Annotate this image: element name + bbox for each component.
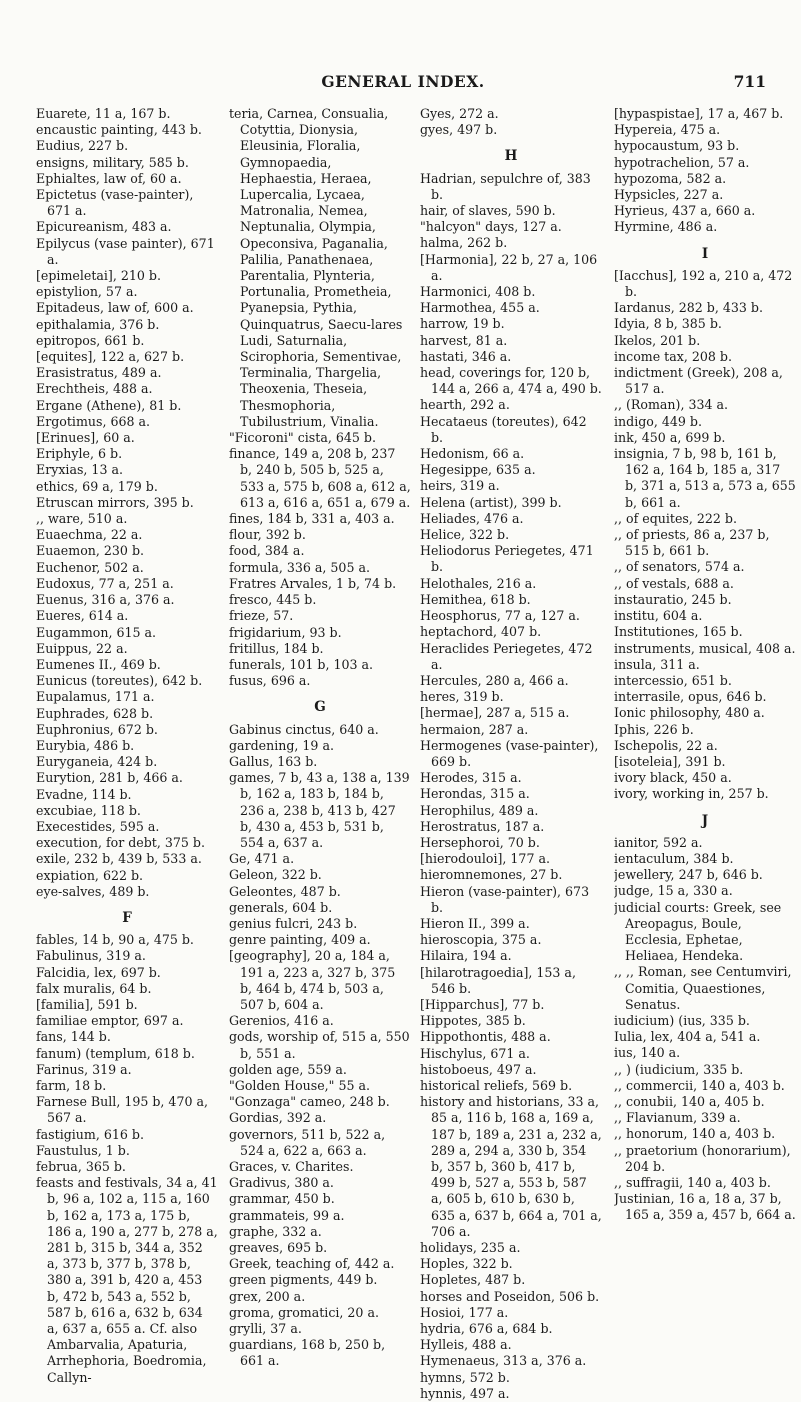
index-entry: governors, 511 b, 522 a, 524 a, 622 a, 663 a.: [229, 1126, 386, 1158]
index-entry: hynnis, 497 a.: [420, 1385, 510, 1401]
index-entry: februa, 365 b.: [36, 1159, 126, 1174]
index-entry: indictment (Greek), 208 a, 517 a.: [614, 365, 783, 397]
index-entry: Harmonici, 408 b.: [420, 284, 536, 300]
index-entry: histoboeus, 497 a.: [420, 1061, 537, 1077]
index-entry: grammateis, 99 a.: [229, 1207, 345, 1223]
index-entry: Ikelos, 201 b.: [614, 332, 701, 348]
index-entry: heres, 319 b.: [420, 689, 504, 705]
section-letter: F: [122, 909, 132, 926]
index-entry: ,, ,, Roman, see Centumviri, Comitia, Quaestiones, Senatus.: [614, 964, 792, 1012]
index-entry: ,, ware, 510 a.: [36, 511, 128, 527]
index-entry: Hadrian, sepulchre of, 383 b.: [420, 170, 591, 202]
index-entry: fans, 144 b.: [36, 1029, 111, 1045]
index-entry: Erechtheis, 488 a.: [36, 381, 153, 397]
index-entry: fritillus, 184 b.: [229, 640, 324, 656]
section-letter: J: [701, 812, 709, 829]
index-entry: frigidarium, 93 b.: [229, 624, 342, 640]
index-entry: Eurybia, 486 b.: [36, 737, 135, 753]
index-entry: ivory black, 450 a.: [614, 770, 732, 786]
index-entry: frieze, 57.: [229, 608, 294, 624]
index-entry: Eugammon, 615 a.: [36, 624, 157, 640]
index-entry: hypozoma, 582 a.: [614, 170, 727, 186]
index-entry: ivory, working in, 257 b.: [614, 786, 769, 802]
index-entry: instruments, musical, 408 a.: [614, 640, 796, 656]
index-entry: Hilaira, 194 a.: [420, 948, 512, 964]
index-entry: Etruscan mirrors, 395 b.: [36, 494, 194, 510]
index-entry: Euchenor, 502 a.: [36, 559, 144, 575]
index-entry: genius fulcri, 243 b.: [229, 915, 358, 931]
index-entry: encaustic painting, 443 b.: [36, 122, 202, 138]
index-entry: epithalamia, 376 b.: [36, 316, 160, 332]
index-entry: ,, of senators, 574 a.: [614, 559, 745, 575]
index-entry: ianitor, 592 a.: [614, 834, 703, 850]
index-entry: Ergane (Athene), 81 b.: [36, 397, 182, 413]
index-entry: Euaechma, 22 a.: [36, 527, 143, 543]
index-entry: Hoples, 322 b.: [420, 1256, 513, 1272]
index-entry: fresco, 445 b.: [229, 592, 317, 608]
index-entry: [epimeletai], 210 b.: [36, 268, 161, 284]
index-entry: hearth, 292 a.: [420, 397, 510, 413]
index-entry: hypotrachelion, 57 a.: [614, 154, 750, 170]
index-entry: Gallus, 163 b.: [229, 753, 318, 769]
index-entry: fables, 14 b, 90 a, 475 b.: [36, 932, 194, 948]
index-entry: "halcyon" days, 127 a.: [420, 219, 562, 235]
index-entry: Hieron (vase-painter), 673 b.: [420, 883, 590, 915]
index-entry: Euippus, 22 a.: [36, 640, 128, 656]
index-entry: hermaion, 287 a.: [420, 721, 529, 737]
index-entry: hieromnemones, 27 b.: [420, 867, 563, 883]
index-entry: ,, commercii, 140 a, 403 b.: [614, 1077, 785, 1093]
index-entry: greaves, 695 b.: [229, 1240, 328, 1256]
index-entry: [hypaspistae], 17 a, 467 b.: [614, 106, 784, 121]
index-entry: Falcidia, lex, 697 b.: [36, 964, 161, 980]
index-entry: epitropos, 661 b.: [36, 332, 145, 348]
index-entry: [hierodouloi], 177 a.: [420, 851, 550, 867]
index-entry: judge, 15 a, 330 a.: [614, 883, 733, 899]
index-entry: Eunicus (toreutes), 642 b.: [36, 673, 203, 689]
index-entry: Gerenios, 416 a.: [229, 1013, 334, 1029]
page-header: [40, 72, 766, 96]
index-entry: Eueres, 614 a.: [36, 608, 129, 624]
index-entry: Gabinus cinctus, 640 a.: [229, 721, 379, 737]
index-entry: interrasile, opus, 646 b.: [614, 689, 767, 705]
index-entry: Geleon, 322 b.: [229, 867, 322, 883]
index-entry: Gordias, 392 a.: [229, 1110, 327, 1126]
index-entry: Euarete, 11 a, 167 b.: [36, 106, 171, 121]
index-entry: iudicium) (ius, 335 b.: [614, 1012, 750, 1028]
index-entry: harvest, 81 a.: [420, 332, 508, 348]
index-entry: Hyrmine, 486 a.: [614, 219, 718, 235]
index-entry: Euenus, 316 a, 376 a.: [36, 592, 175, 608]
index-entry: Institutiones, 165 b.: [614, 624, 743, 640]
index-entry: Farnese Bull, 195 b, 470 a, 567 a.: [36, 1094, 208, 1126]
index-entry: [familia], 591 b.: [36, 996, 138, 1012]
section-letter: G: [314, 699, 326, 716]
index-entry: Hypereia, 475 a.: [614, 122, 721, 138]
index-entry: Eryxias, 13 a.: [36, 462, 123, 478]
index-entry: ,, of priests, 86 a, 237 b, 515 b, 661 b.: [614, 527, 770, 559]
index-entry: Greek, teaching of, 442 a.: [229, 1256, 395, 1272]
index-entry: insignia, 7 b, 98 b, 161 b, 162 a, 164 b, 185 a, 317 b, 371 a, 513 a, 573 a, 655 b, 661 a.: [614, 446, 796, 510]
index-column-4: [614, 106, 796, 1224]
index-entry: graphe, 332 a.: [229, 1223, 322, 1239]
index-entry: fines, 184 b, 331 a, 403 a.: [229, 511, 395, 527]
index-entry: ,, of equites, 222 b.: [614, 510, 737, 526]
index-entry: genre painting, 409 a.: [229, 932, 371, 948]
index-entry: [Hipparchus], 77 b.: [420, 996, 545, 1012]
index-entry: Euphronius, 672 b.: [36, 721, 158, 737]
index-entry: [geography], 20 a, 184 a, 191 a, 223 a, 327 b, 375 b, 464 b, 474 b, 503 a, 507 b, 604 a.: [229, 948, 396, 1012]
index-entry: Hippotes, 385 b.: [420, 1013, 526, 1029]
index-entry: holidays, 235 a.: [420, 1240, 521, 1256]
index-entry: "Golden House," 55 a.: [229, 1077, 371, 1093]
index-entry: ensigns, military, 585 b.: [36, 154, 189, 170]
index-entry: "Gonzaga" cameo, 248 b.: [229, 1094, 390, 1110]
index-entry: Herostratus, 187 a.: [420, 818, 545, 834]
index-entry: falx muralis, 64 b.: [36, 980, 152, 996]
section-letter: I: [701, 245, 709, 262]
index-entry: exile, 232 b, 439 b, 533 a.: [36, 851, 202, 867]
index-entry: Heraclides Periegetes, 472 a.: [420, 640, 593, 672]
index-entry: [isoteleia], 391 b.: [614, 753, 726, 769]
index-entry: intercessio, 651 b.: [614, 672, 732, 688]
index-entry: Harmothea, 455 a.: [420, 300, 540, 316]
index-entry: ethics, 69 a, 179 b.: [36, 478, 158, 494]
index-entry: food, 384 a.: [229, 543, 305, 559]
index-entry: Euphrades, 628 b.: [36, 705, 154, 721]
index-entry: Hosioi, 177 a.: [420, 1304, 509, 1320]
index-column-1: [36, 106, 218, 1386]
index-entry: Hersephoroi, 70 b.: [420, 834, 540, 850]
index-entry: Farinus, 319 a.: [36, 1061, 132, 1077]
index-entry: Idyia, 8 b, 385 b.: [614, 316, 722, 332]
index-entry: hypocaustum, 93 b.: [614, 138, 740, 154]
index-entry: [hermae], 287 a, 515 a.: [420, 705, 570, 721]
running-title: GENERAL INDEX.: [321, 72, 485, 91]
index-entry: Eudius, 227 b.: [36, 138, 129, 154]
index-entry: expiation, 622 b.: [36, 867, 144, 883]
index-entry: Eurytion, 281 b, 466 a.: [36, 770, 183, 786]
index-entry: Ischepolis, 22 a.: [614, 737, 718, 753]
index-entry: Hedonism, 66 a.: [420, 446, 525, 462]
index-entry: Hegesippe, 635 a.: [420, 462, 536, 478]
index-entry: institu, 604 a.: [614, 608, 703, 624]
index-entry: eye-salves, 489 b.: [36, 883, 150, 899]
index-entry: Iulia, lex, 404 a, 541 a.: [614, 1029, 761, 1045]
index-entry: ientaculum, 384 b.: [614, 850, 734, 866]
index-entry: guardians, 168 b, 250 b, 661 a.: [229, 1337, 386, 1369]
index-entry: grex, 200 a.: [229, 1288, 306, 1304]
index-entry: halma, 262 b.: [420, 235, 508, 251]
index-entry: history and historians, 33 a, 85 a, 116 b, 168 a, 169 a, 187 b, 189 a, 231 a, 232 a, 289 a, 294 a, 330 b, 354 b, 357 b, 360 b, 417 b, 499 b, 527 a, 553 b, 587 a, 605 b, 610 b, 630 b, 635 a, 637 b, 664 a, 701 a, 706 a.: [420, 1094, 602, 1239]
index-entry: Fabulinus, 319 a.: [36, 948, 146, 964]
index-entry: Justinian, 16 a, 18 a, 37 b, 165 a, 359 a, 457 b, 664 a.: [614, 1191, 796, 1223]
index-entry: Hylleis, 488 a.: [420, 1337, 512, 1353]
index-entry: Heosphorus, 77 a, 127 a.: [420, 608, 580, 624]
index-entry: Hyrieus, 437 a, 660 a.: [614, 203, 756, 219]
index-entry: finance, 149 a, 208 b, 237 b, 240 b, 505 b, 525 a, 533 a, 575 b, 608 a, 612 a, 613 a, 616 a, 651 a, 679 a.: [229, 446, 411, 510]
index-entry: formula, 336 a, 505 a.: [229, 559, 370, 575]
index-entry: Hercules, 280 a, 466 a.: [420, 672, 569, 688]
index-entry: Eudoxus, 77 a, 251 a.: [36, 575, 174, 591]
index-entry: generals, 604 b.: [229, 899, 333, 915]
index-entry: ,, of vestals, 688 a.: [614, 575, 734, 591]
index-entry: Erasistratus, 489 a.: [36, 365, 162, 381]
index-entry: Eriphyle, 6 b.: [36, 446, 123, 462]
section-letter: H: [504, 148, 518, 165]
index-entry: Helice, 322 b.: [420, 527, 510, 543]
index-entry: Epicureanism, 483 a.: [36, 219, 172, 235]
index-column-2: [229, 106, 411, 1370]
index-entry: Geleontes, 487 b.: [229, 883, 341, 899]
index-entry: ink, 450 a, 699 b.: [614, 429, 726, 445]
index-entry: excubiae, 118 b.: [36, 802, 141, 818]
index-entry: instauratio, 245 b.: [614, 591, 732, 607]
index-columns: [36, 106, 796, 1401]
index-entry: Evadne, 114 b.: [36, 786, 132, 802]
index-entry: fanum) (templum, 618 b.: [36, 1045, 195, 1061]
index-entry: Euryganeia, 424 b.: [36, 754, 158, 770]
index-entry: fusus, 696 a.: [229, 673, 311, 689]
index-entry: hymns, 572 b.: [420, 1369, 510, 1385]
index-entry: Iphis, 226 b.: [614, 721, 694, 737]
index-entry: flour, 392 b.: [229, 527, 306, 543]
index-entry: ,, praetorium (honorarium), 204 b.: [614, 1142, 791, 1174]
index-entry: Epitadeus, law of, 600 a.: [36, 300, 194, 316]
index-entry: income tax, 208 b.: [614, 348, 732, 364]
index-entry: Helothales, 216 a.: [420, 575, 537, 591]
index-entry: Euaemon, 230 b.: [36, 543, 145, 559]
index-entry: ,, suffragii, 140 a, 403 b.: [614, 1175, 771, 1190]
index-entry: historical reliefs, 569 b.: [420, 1077, 573, 1093]
index-entry: Hecataeus (toreutes), 642 b.: [420, 413, 587, 445]
index-entry: Herodes, 315 a.: [420, 770, 522, 786]
index-entry: heirs, 319 a.: [420, 478, 500, 494]
index-entry: Eumenes II., 469 b.: [36, 656, 161, 672]
index-entry: Hippothontis, 488 a.: [420, 1029, 551, 1045]
index-entry: Eupalamus, 171 a.: [36, 689, 155, 705]
index-entry: Heliades, 476 a.: [420, 510, 524, 526]
index-entry: golden age, 559 a.: [229, 1061, 347, 1077]
index-entry: [Iacchus], 192 a, 210 a, 472 b.: [614, 267, 793, 300]
index-entry: feasts and festivals, 34 a, 41 b, 96 a, 102 a, 115 a, 160 b, 162 a, 173 a, 175 b, 186 a, 190 a, 277 b, 278 a, 281 b, 315 b, 344 a, 352 a, 373 b, 377 b, 378 b, 380 a, 391 b, 420 a, 453 b, 472 b, 543 a, 552 b, 587 b, 616 a, 632 b, 634 a, 637 a, 655 a. Cf. also Ambarvalia, Apaturia, Arrhephoria, Boedromia, Callyn-: [36, 1175, 218, 1385]
index-entry: Epictetus (vase-painter), 671 a.: [36, 187, 194, 219]
index-entry: Iardanus, 282 b, 433 b.: [614, 300, 763, 316]
index-entry: Hopletes, 487 b.: [420, 1272, 526, 1288]
index-entry: ,, conubii, 140 a, 405 b.: [614, 1093, 765, 1109]
index-entry: hieroscopia, 375 a.: [420, 932, 542, 948]
index-entry: Hischylus, 671 a.: [420, 1045, 530, 1061]
index-entry: Ge, 471 a.: [229, 851, 295, 867]
index-entry: [hilarotragoedia], 153 a, 546 b.: [420, 964, 576, 996]
index-entry: teria, Carnea, Consualia, Cotyttia, Dionysia, Eleusinia, Floralia, Gymnopaedia, Hephaestia, Heraea, Lupercalia, Lycaea, Matronalia, Nemea, Neptunalia, Olympia, Opeconsiva, Paganalia, Palilia, Panathenaea, Parentalia, Plynteria, Portunalia, Prometheia, Pyanepsia, Pythia, Quinquatrus, Saecu-lares Ludi, Saturnalia, Scirophoria, Sementivae, Terminalia, Thargelia, Theoxenia, Theseia, Thesmophoria, Tubilustrium, Vinalia.: [229, 106, 403, 429]
index-entry: Execestides, 595 a.: [36, 818, 160, 834]
index-entry: ,, (Roman), 334 a.: [614, 397, 729, 413]
index-entry: judicial courts: Greek, see Areopagus, Boule, Ecclesia, Ephetae, Heliaea, Hendeka.: [614, 899, 782, 964]
index-entry: Hypsicles, 227 a.: [614, 187, 724, 203]
index-entry: harrow, 19 b.: [420, 316, 505, 332]
index-entry: grammar, 450 b.: [229, 1191, 335, 1207]
index-entry: hydria, 676 a, 684 b.: [420, 1321, 553, 1337]
index-entry: Faustulus, 1 b.: [36, 1142, 130, 1158]
index-entry: Hieron II., 399 a.: [420, 915, 530, 931]
index-entry: Ephialtes, law of, 60 a.: [36, 170, 182, 186]
index-entry: Gradivus, 380 a.: [229, 1175, 334, 1191]
index-entry: ,, ) (iudicium, 335 b.: [614, 1061, 744, 1077]
index-entry: ius, 140 a.: [614, 1045, 681, 1061]
index-entry: epistylion, 57 a.: [36, 284, 138, 300]
index-column-3: [420, 106, 602, 1402]
index-entry: farm, 18 b.: [36, 1077, 107, 1093]
index-entry: Hermogenes (vase-painter), 669 b.: [420, 737, 599, 769]
index-entry: ,, honorum, 140 a, 403 b.: [614, 1126, 776, 1142]
index-entry: Heliodorus Periegetes, 471 b.: [420, 543, 594, 575]
index-entry: insula, 311 a.: [614, 656, 700, 672]
index-entry: green pigments, 449 b.: [229, 1272, 378, 1288]
index-entry: hair, of slaves, 590 b.: [420, 203, 556, 219]
index-entry: jewellery, 247 b, 646 b.: [614, 867, 763, 883]
index-entry: gods, worship of, 515 a, 550 b, 551 a.: [229, 1029, 410, 1061]
index-entry: Hemithea, 618 b.: [420, 591, 531, 607]
index-entry: Hymenaeus, 313 a, 376 a.: [420, 1353, 587, 1369]
index-entry: [Erinues], 60 a.: [36, 430, 135, 446]
index-entry: games, 7 b, 43 a, 138 a, 139 b, 162 a, 183 b, 184 b, 236 a, 238 b, 413 b, 427 b, 430 a, 453 b, 531 b, 554 a, 637 a.: [229, 770, 410, 850]
index-entry: indigo, 449 b.: [614, 413, 702, 429]
index-entry: heptachord, 407 b.: [420, 624, 542, 640]
index-entry: gardening, 19 a.: [229, 737, 334, 753]
index-entry: Epilycus (vase painter), 671 a.: [36, 235, 215, 267]
index-entry: execution, for debt, 375 b.: [36, 835, 205, 851]
index-entry: Ionic philosophy, 480 a.: [614, 705, 765, 721]
index-entry: Gyes, 272 a.: [420, 106, 499, 121]
index-entry: grylli, 37 a.: [229, 1321, 302, 1337]
index-entry: familiae emptor, 697 a.: [36, 1013, 184, 1029]
index-entry: Graces, v. Charites.: [229, 1159, 354, 1174]
index-entry: fastigium, 616 b.: [36, 1126, 144, 1142]
index-entry: ,, Flavianum, 339 a.: [614, 1110, 741, 1126]
index-entry: Helena (artist), 399 b.: [420, 494, 562, 510]
index-entry: [Harmonia], 22 b, 27 a, 106 a.: [420, 251, 598, 283]
index-entry: hastati, 346 a.: [420, 348, 512, 364]
index-entry: Herophilus, 489 a.: [420, 802, 539, 818]
index-entry: [equites], 122 a, 627 b.: [36, 349, 185, 365]
index-entry: funerals, 101 b, 103 a.: [229, 656, 374, 672]
index-entry: groma, gromatici, 20 a.: [229, 1304, 379, 1320]
page-number: 711: [733, 72, 766, 91]
index-entry: Herondas, 315 a.: [420, 786, 530, 802]
index-entry: Ergotimus, 668 a.: [36, 413, 151, 429]
index-entry: Fratres Arvales, 1 b, 74 b.: [229, 575, 397, 591]
index-entry: gyes, 497 b.: [420, 122, 498, 138]
index-entry: horses and Poseidon, 506 b.: [420, 1288, 600, 1304]
index-entry: "Ficoroni" cista, 645 b.: [229, 430, 376, 446]
index-entry: head, coverings for, 120 b, 144 a, 266 a, 474 a, 490 b.: [420, 365, 602, 397]
